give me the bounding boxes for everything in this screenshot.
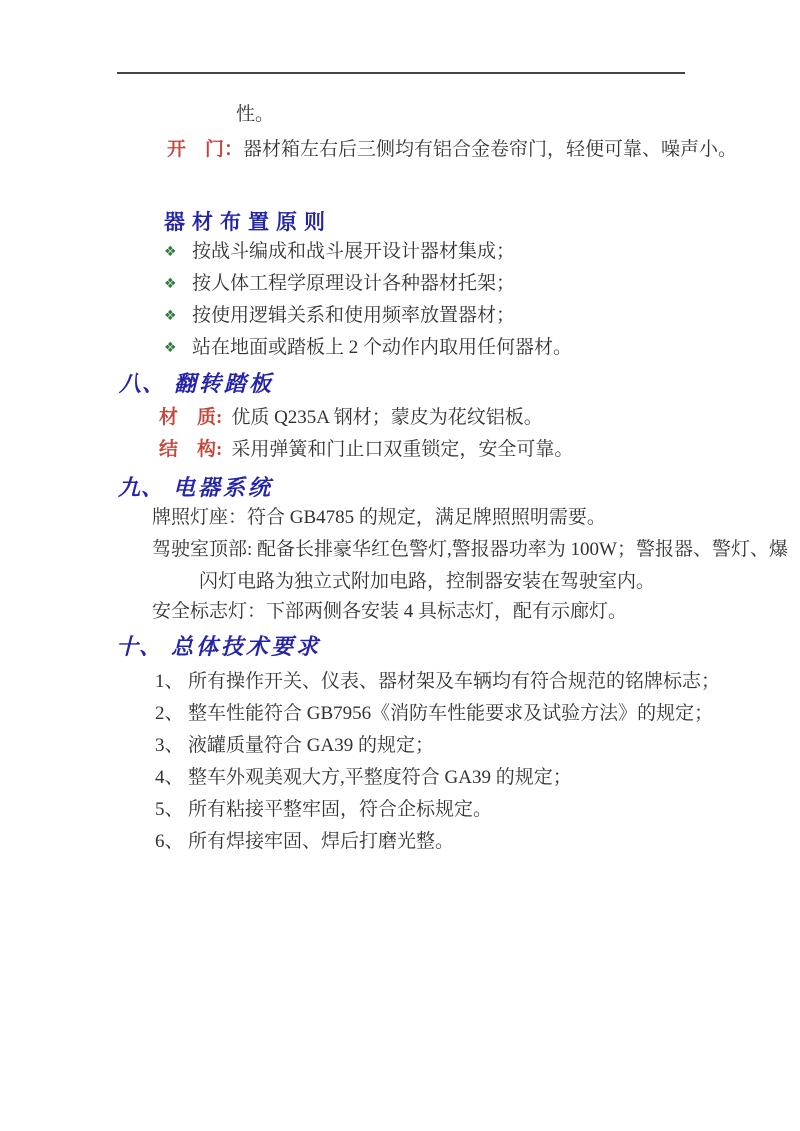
bullet-item [164, 240, 515, 264]
bullet-text: 按人体工程学原理设计各种器材托架； [192, 273, 516, 294]
section-heading-8 [119, 371, 274, 397]
bullet-text: 按使用逻辑关系和使用频率放置器材； [192, 305, 516, 326]
section-title: 电器系统 [173, 475, 274, 500]
numbered-item [155, 798, 492, 821]
section-title: 总体技术要求 [171, 634, 322, 659]
item-number: 5、 [155, 799, 184, 820]
para-cab-roof-line2: 闪灯电路为独立式附加电路，控制器安装在驾驶室内。 [199, 571, 656, 592]
item-number: 3、 [155, 735, 184, 756]
diamond-bullet-icon: ❖ [164, 276, 177, 292]
item-text: 整车外观美观大方,平整度符合 GA39 的规定； [188, 767, 572, 788]
spec-row [159, 406, 543, 429]
diamond-bullet-icon: ❖ [164, 308, 177, 324]
spec-row [159, 438, 573, 461]
bullet-item [164, 272, 515, 296]
item-number: 1、 [155, 671, 184, 692]
section-number: 九、 [118, 475, 165, 500]
para-license-lamp: 牌照灯座：符合 GB4785 的规定，满足牌照照明需要。 [152, 507, 606, 528]
spec-label: 结 构: [159, 439, 223, 460]
item-number: 2、 [155, 703, 184, 724]
header-rule [117, 72, 685, 74]
item-text: 液罐质量符合 GA39 的规定； [188, 735, 434, 756]
door-row [167, 138, 737, 161]
numbered-item [155, 830, 454, 853]
item-number: 6、 [155, 831, 184, 852]
item-text: 所有操作开关、仪表、器材架及车辆均有符合规范的铭牌标志； [188, 671, 721, 692]
item-number: 4、 [155, 767, 184, 788]
carryover-text: 性。 [236, 104, 275, 125]
section-number: 十、 [116, 634, 163, 659]
spec-text: 优质 Q235A 钢材；蒙皮为花纹铝板。 [231, 407, 543, 428]
para-cab-roof-line1: 驾驶室顶部: 配备长排豪华红色警灯,警报器功率为 100W；警报器、警灯、爆 [152, 539, 788, 560]
spec-text: 采用弹簧和门止口双重锁定，安全可靠。 [231, 439, 574, 460]
section-number: 八、 [119, 371, 166, 396]
diamond-bullet-icon: ❖ [164, 244, 177, 260]
spec-label: 材 质: [159, 407, 223, 428]
bullet-text: 站在地面或踏板上 2 个动作内取用任何器材。 [192, 337, 573, 358]
section-title: 翻转踏板 [174, 371, 275, 396]
door-text: 器材箱左右后三侧均有铝合金卷帘门，轻便可靠、噪声小。 [243, 139, 738, 160]
diamond-bullet-icon: ❖ [164, 340, 177, 356]
bullet-text: 按战斗编成和战斗展开设计器材集成； [192, 241, 516, 262]
door-label: 开 门： [167, 139, 244, 160]
principles-heading: 器材布置原则 [164, 211, 332, 234]
item-text: 整车性能符合 GB7956《消防车性能要求及试验方法》的规定； [188, 703, 714, 724]
numbered-item [155, 766, 572, 789]
numbered-item [155, 734, 434, 757]
item-text: 所有粘接平整牢固，符合企标规定。 [188, 799, 493, 820]
numbered-item [155, 702, 713, 725]
bullet-item [164, 304, 515, 328]
numbered-item [155, 670, 720, 693]
section-heading-9 [118, 475, 273, 501]
section-heading-10 [116, 634, 321, 660]
para-safety-lamp: 安全标志灯：下部两侧各安装 4 具标志灯，配有示廊灯。 [152, 601, 628, 622]
bullet-item [164, 336, 572, 360]
item-text: 所有焊接牢固、焊后打磨光整。 [188, 831, 455, 852]
